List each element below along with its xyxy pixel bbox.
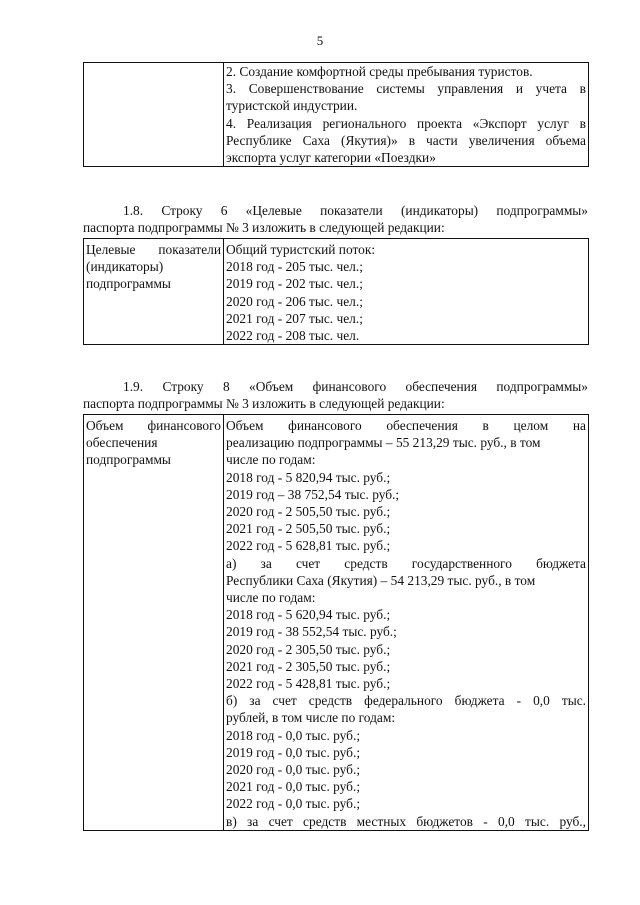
text-line: числе по годам: <box>226 452 316 468</box>
table-tasks-continuation <box>83 62 589 167</box>
table-cell-label <box>84 239 224 345</box>
text-line: 2019 год - 0,0 тыс. руб.; <box>226 744 361 760</box>
text-line: 3. Совершенствование системы управления и учета в <box>226 81 586 97</box>
text-line: Республике Саха (Якутия)» в части увеличения объема <box>226 132 586 148</box>
text-line: 1.8. Строку 6 «Целевые показатели (индикаторы) подпрограммы» <box>123 203 588 218</box>
text-line: подпрограммы <box>86 452 171 468</box>
table-financing <box>83 414 589 831</box>
paragraph-1-9 <box>83 378 588 412</box>
table-row <box>84 239 589 345</box>
text-line: Республики Саха (Якутия) – 54 213,29 тыс. руб., в том <box>226 572 536 588</box>
text-line: в) за счет средств местных бюджетов - 0,0 тыс. руб., <box>226 813 586 829</box>
text-line: 2021 год - 2 505,50 тыс. руб.; <box>226 521 391 537</box>
text-line: числе по годам: <box>226 590 316 606</box>
text-line: паспорта подпрограммы № 3 изложить в следующей редакции: <box>83 220 445 236</box>
text-line: (индикаторы) <box>86 259 164 275</box>
text-line: 2021 год - 207 тыс. чел.; <box>226 310 363 326</box>
text-line: реализацию подпрограммы – 55 213,29 тыс. руб., в том <box>226 435 541 451</box>
text-line: 2. Создание комфортной среды пребывания туристов. <box>226 64 533 79</box>
page-number: 5 <box>316 33 324 48</box>
table-cell-value <box>224 239 589 345</box>
text-line: туристской индустрии. <box>226 98 358 114</box>
text-line: экспорта услуг категории «Поездки» <box>226 150 436 166</box>
text-line: паспорта подпрограммы № 3 изложить в следующей редакции: <box>83 396 445 412</box>
text-line: 1.9. Строку 8 «Объем финансового обеспечения подпрограммы» <box>123 379 588 394</box>
table-cell-label <box>84 415 224 831</box>
text-line: Объем финансового <box>86 418 221 433</box>
text-line: 2022 год - 5 628,81 тыс. руб.; <box>226 538 391 554</box>
table-target-indicators <box>83 238 589 345</box>
table-row <box>84 415 589 831</box>
text-line: 2020 год - 206 тыс. чел.; <box>226 293 363 309</box>
text-line: 2021 год - 0,0 тыс. руб.; <box>226 779 361 795</box>
text-line: 2019 год - 38 552,54 тыс. руб.; <box>226 624 397 640</box>
text-line: Объем финансового обеспечения в целом на <box>226 418 586 433</box>
text-line: 2022 год - 208 тыс. чел. <box>226 328 360 344</box>
text-line: 2020 год - 0,0 тыс. руб.; <box>226 762 361 778</box>
table-row <box>84 63 589 167</box>
table-cell-tasks <box>224 63 589 167</box>
text-line: Общий туристский поток: <box>226 242 376 257</box>
text-line: 2018 год - 205 тыс. чел.; <box>226 259 363 275</box>
text-line: рублей, в том числе по годам: <box>226 710 396 726</box>
text-line: а) за счет средств государственного бюджета <box>226 555 586 571</box>
text-line: 2021 год - 2 305,50 тыс. руб.; <box>226 658 391 674</box>
table-cell-value <box>224 415 589 831</box>
text-line: 2020 год - 2 505,50 тыс. руб.; <box>226 504 391 520</box>
text-line: Целевые показатели <box>86 242 221 257</box>
text-line: 2018 год - 5 820,94 тыс. руб.; <box>226 469 391 485</box>
text-line: 2022 год - 0,0 тыс. руб.; <box>226 796 361 812</box>
table-cell-empty-label <box>84 63 224 167</box>
text-line: подпрограммы <box>86 276 171 292</box>
text-line: 2020 год - 2 305,50 тыс. руб.; <box>226 641 391 657</box>
text-line: обеспечения <box>86 435 158 451</box>
text-line: 2019 год - 202 тыс. чел.; <box>226 276 363 292</box>
text-line: 2018 год - 0,0 тыс. руб.; <box>226 727 361 743</box>
text-line: 2022 год - 5 428,81 тыс. руб.; <box>226 676 391 692</box>
text-line: б) за счет средств федерального бюджета - 0,0 тыс. <box>226 693 586 709</box>
paragraph-1-8 <box>83 202 588 236</box>
text-line: 2018 год - 5 620,94 тыс. руб.; <box>226 607 391 623</box>
text-line: 4. Реализация регионального проекта «Экспорт услуг в <box>226 115 586 131</box>
text-line: 2019 год – 38 752,54 тыс. руб.; <box>226 486 400 502</box>
